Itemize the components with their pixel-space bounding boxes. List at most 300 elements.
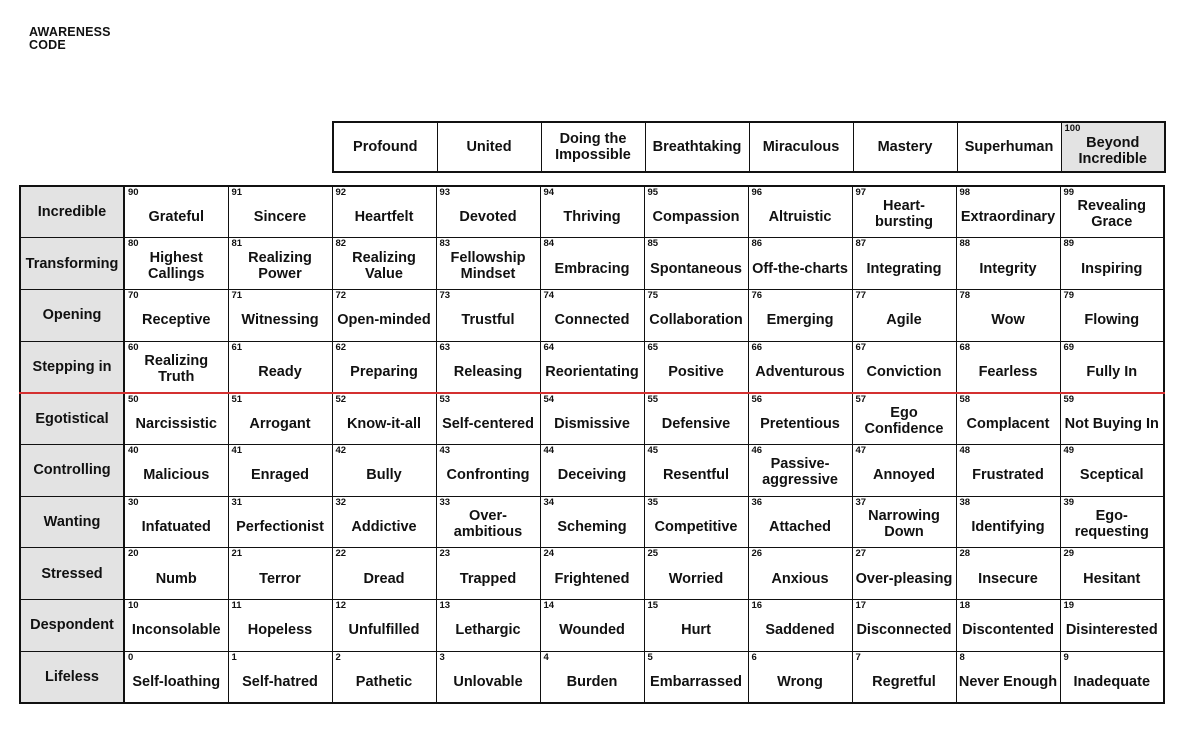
cell-number: 3 bbox=[439, 651, 445, 663]
cell-number: 81 bbox=[231, 238, 243, 250]
cell-number: 39 bbox=[1063, 496, 1075, 508]
cell-number: 98 bbox=[959, 187, 971, 198]
cell-number: 8 bbox=[959, 651, 965, 663]
grid-cell bbox=[956, 186, 1060, 238]
table-row bbox=[20, 341, 1164, 393]
grid-cell bbox=[644, 548, 748, 600]
grid-cell bbox=[332, 238, 436, 290]
cell-label: Self-loathing bbox=[132, 673, 221, 690]
cell-label: Perfectionist bbox=[236, 518, 324, 535]
cell-label: Enraged bbox=[250, 467, 309, 484]
cell-number: 36 bbox=[751, 496, 763, 508]
row-label: Lifeless bbox=[20, 651, 124, 703]
cell-label: Open-minded bbox=[337, 312, 431, 329]
cell-number: 70 bbox=[128, 289, 139, 301]
cell-label: Emerging bbox=[766, 312, 834, 329]
grid-cell bbox=[332, 600, 436, 652]
cell-number: 28 bbox=[959, 548, 971, 560]
cell-number: 40 bbox=[128, 444, 139, 456]
cell-number: 99 bbox=[1063, 187, 1075, 198]
grid-cell bbox=[332, 651, 436, 703]
cell-number: 44 bbox=[543, 444, 555, 456]
cell-label: Integrating bbox=[866, 260, 942, 277]
cell-label: Hurt bbox=[681, 622, 711, 639]
grid-cell bbox=[1060, 186, 1164, 238]
grid-cell bbox=[228, 548, 332, 600]
grid-cell bbox=[644, 393, 748, 445]
grid-cell bbox=[852, 496, 956, 548]
grid-cell bbox=[1060, 496, 1164, 548]
column-header: Profound bbox=[333, 122, 437, 172]
table-row bbox=[20, 289, 1164, 341]
grid-cell bbox=[1060, 289, 1164, 341]
cell-number: 74 bbox=[543, 289, 555, 301]
cell-label: Ego Confidence bbox=[864, 404, 944, 437]
cell-number: 47 bbox=[855, 444, 867, 456]
grid-cell bbox=[228, 496, 332, 548]
cell-number: 24 bbox=[543, 548, 555, 560]
cell-label: Positive bbox=[668, 363, 724, 380]
cell-label: Defensive bbox=[661, 415, 731, 432]
grid-cell bbox=[540, 289, 644, 341]
grid-cell bbox=[1060, 600, 1164, 652]
cell-label: Wounded bbox=[559, 622, 625, 639]
grid-cell bbox=[748, 496, 852, 548]
grid-cell bbox=[644, 496, 748, 548]
cell-label: Inadequate bbox=[1073, 673, 1151, 690]
cell-number: 33 bbox=[439, 496, 451, 508]
grid-cell bbox=[644, 289, 748, 341]
cell-label: Unfulfilled bbox=[348, 622, 420, 639]
grid-cell bbox=[540, 600, 644, 652]
grid-cell bbox=[748, 548, 852, 600]
grid-cell bbox=[228, 289, 332, 341]
cell-label: Terror bbox=[259, 570, 301, 587]
cell-number: 25 bbox=[647, 548, 659, 560]
cell-label: Anxious bbox=[771, 570, 829, 587]
cell-label: Infatuated bbox=[141, 518, 211, 535]
cell-label: Unlovable bbox=[453, 673, 523, 690]
cell-number: 0 bbox=[128, 651, 134, 663]
row-label: Despondent bbox=[20, 600, 124, 652]
cell-number: 31 bbox=[231, 496, 243, 508]
cell-number: 67 bbox=[855, 341, 867, 353]
brand-line-2: CODE bbox=[29, 38, 66, 52]
column-header-beyond-incredible: 100 Beyond Incredible bbox=[1061, 122, 1165, 172]
cell-number: 80 bbox=[128, 238, 139, 250]
table-row bbox=[20, 548, 1164, 600]
cell-label: Off-the-charts bbox=[752, 260, 848, 277]
cell-number: 93 bbox=[439, 187, 451, 198]
cell-label: Regretful bbox=[872, 673, 936, 690]
cell-number: 75 bbox=[647, 289, 659, 301]
grid-cell bbox=[228, 600, 332, 652]
grid-cell bbox=[852, 548, 956, 600]
grid-cell bbox=[852, 238, 956, 290]
grid-cell bbox=[540, 444, 644, 496]
cell-label: Revealing Grace bbox=[1077, 198, 1146, 231]
cell-number: 59 bbox=[1063, 393, 1075, 405]
cell-number: 69 bbox=[1063, 341, 1075, 353]
cell-label: Malicious bbox=[143, 467, 210, 484]
cell-number: 63 bbox=[439, 341, 451, 353]
cell-number: 87 bbox=[855, 238, 867, 250]
cell-label: Embracing bbox=[554, 260, 630, 277]
cell-number: 22 bbox=[335, 548, 347, 560]
column-header: Superhuman bbox=[957, 122, 1061, 172]
grid-cell bbox=[748, 600, 852, 652]
table-row bbox=[20, 238, 1164, 290]
grid-cell bbox=[228, 341, 332, 393]
grid-cell bbox=[748, 238, 852, 290]
grid-cell bbox=[436, 444, 540, 496]
cell-label: Grateful bbox=[148, 209, 205, 226]
cell-label: Dismissive bbox=[554, 415, 630, 432]
cell-number: 95 bbox=[647, 187, 659, 198]
grid-cell bbox=[540, 651, 644, 703]
grid-cell bbox=[748, 444, 852, 496]
grid-cell bbox=[852, 393, 956, 445]
cell-label: Releasing bbox=[453, 363, 523, 380]
table-row bbox=[20, 651, 1164, 703]
grid-cell bbox=[228, 238, 332, 290]
cell-label: Over- ambitious bbox=[453, 507, 523, 540]
cell-label: Identifying bbox=[971, 518, 1045, 535]
cell-number: 10 bbox=[128, 600, 139, 611]
cell-number: 16 bbox=[751, 600, 763, 611]
table-row bbox=[20, 444, 1164, 496]
cell-number: 68 bbox=[959, 341, 971, 353]
cell-number: 19 bbox=[1063, 600, 1075, 611]
cell-label: Know-it-all bbox=[346, 415, 422, 432]
grid-cell bbox=[124, 548, 228, 600]
grid-cell bbox=[748, 341, 852, 393]
cell-label: Thriving bbox=[563, 209, 621, 226]
cell-number: 84 bbox=[543, 238, 555, 250]
grid-cell bbox=[228, 651, 332, 703]
cell-label: Realizing Truth bbox=[144, 352, 209, 385]
cell-number: 62 bbox=[335, 341, 347, 353]
grid-cell bbox=[332, 496, 436, 548]
cell-number: 12 bbox=[335, 600, 347, 611]
cell-label: Dread bbox=[363, 570, 405, 587]
cell-number: 5 bbox=[647, 651, 653, 663]
grid-cell bbox=[852, 341, 956, 393]
grid-cell bbox=[748, 289, 852, 341]
grid-cell bbox=[956, 341, 1060, 393]
cell-label: Sceptical bbox=[1079, 467, 1144, 484]
cell-number: 2 bbox=[335, 651, 341, 663]
cell-label: Ready bbox=[258, 363, 302, 380]
table-row bbox=[20, 393, 1164, 445]
grid-cell bbox=[124, 186, 228, 238]
cell-number: 53 bbox=[439, 393, 451, 405]
cell-label: Self-centered bbox=[442, 415, 534, 432]
cell-number: 23 bbox=[439, 548, 451, 560]
cell-label: Agile bbox=[886, 312, 922, 329]
cell-label: Addictive bbox=[351, 518, 417, 535]
cell-number: 89 bbox=[1063, 238, 1075, 250]
cell-label: Annoyed bbox=[872, 467, 936, 484]
cell-label: Sincere bbox=[253, 209, 307, 226]
grid-cell bbox=[540, 393, 644, 445]
grid-cell bbox=[644, 444, 748, 496]
cell-label: Altruistic bbox=[768, 209, 832, 226]
cell-number: 1 bbox=[231, 651, 237, 663]
cell-label: Bully bbox=[366, 467, 402, 484]
cell-label: Over-pleasing bbox=[855, 570, 953, 587]
cell-label: Deceiving bbox=[557, 467, 627, 484]
cell-number: 50 bbox=[128, 393, 139, 405]
cell-number: 90 bbox=[128, 187, 139, 198]
cell-number: 20 bbox=[128, 548, 139, 560]
grid-cell bbox=[956, 289, 1060, 341]
row-label: Controlling bbox=[20, 444, 124, 496]
cell-label: Devoted bbox=[459, 209, 517, 226]
grid-cell bbox=[436, 238, 540, 290]
cell-label: Wow bbox=[991, 312, 1025, 329]
cell-label: Compassion bbox=[652, 209, 740, 226]
grid-cell bbox=[332, 444, 436, 496]
cell-label: Self-hatred bbox=[242, 673, 318, 690]
cell-number: 45 bbox=[647, 444, 659, 456]
cell-number: 60 bbox=[128, 341, 139, 353]
cell-label: Preparing bbox=[350, 363, 418, 380]
grid-cell bbox=[436, 651, 540, 703]
cell-number: 48 bbox=[959, 444, 971, 456]
cell-label: Discontented bbox=[962, 622, 1054, 639]
cell-label: Extraordinary bbox=[960, 209, 1056, 226]
cell-label: Highest Callings bbox=[148, 249, 205, 282]
grid-cell bbox=[956, 651, 1060, 703]
cell-number: 9 bbox=[1063, 651, 1069, 663]
grid-cell bbox=[124, 289, 228, 341]
row-label: Egotistical bbox=[20, 393, 124, 445]
cell-number: 7 bbox=[855, 651, 861, 663]
cell-number: 61 bbox=[231, 341, 243, 353]
cell-label: Fearless bbox=[978, 363, 1038, 380]
grid-cell bbox=[1060, 651, 1164, 703]
cell-number: 71 bbox=[231, 289, 243, 301]
cell-label: Pretentious bbox=[760, 415, 840, 432]
grid-cell bbox=[852, 186, 956, 238]
cell-label: Collaboration bbox=[649, 312, 743, 329]
cell-number: 30 bbox=[128, 496, 139, 508]
cell-label: Wrong bbox=[777, 673, 823, 690]
cell-number: 85 bbox=[647, 238, 659, 250]
cell-label: Integrity bbox=[979, 260, 1037, 277]
cell-number: 72 bbox=[335, 289, 347, 301]
cell-number: 56 bbox=[751, 393, 763, 405]
table-row bbox=[20, 496, 1164, 548]
cell-label: Saddened bbox=[765, 622, 835, 639]
grid-cell bbox=[436, 393, 540, 445]
cell-label: Realizing Power bbox=[248, 249, 312, 282]
cell-label: Inspiring bbox=[1081, 260, 1143, 277]
grid-cell bbox=[540, 341, 644, 393]
cell-label: Frightened bbox=[554, 570, 630, 587]
grid-cell bbox=[540, 238, 644, 290]
cell-number: 79 bbox=[1063, 289, 1075, 301]
cell-number: 57 bbox=[855, 393, 867, 405]
cell-number: 64 bbox=[543, 341, 555, 353]
row-label: Stressed bbox=[20, 548, 124, 600]
grid-cell bbox=[124, 238, 228, 290]
cell-number: 55 bbox=[647, 393, 659, 405]
row-label: Incredible bbox=[20, 186, 124, 238]
cell-number: 27 bbox=[855, 548, 867, 560]
cell-label: Complacent bbox=[966, 415, 1050, 432]
cell-number: 58 bbox=[959, 393, 971, 405]
cell-label: Hesitant bbox=[1083, 570, 1141, 587]
cell-number: 43 bbox=[439, 444, 451, 456]
grid-cell bbox=[124, 341, 228, 393]
grid-cell bbox=[124, 393, 228, 445]
cell-label: Not Buying In bbox=[1064, 415, 1159, 432]
cell-label: Never Enough bbox=[958, 673, 1058, 690]
cell-number: 26 bbox=[751, 548, 763, 560]
cell-label: Insecure bbox=[978, 570, 1038, 587]
grid-cell bbox=[436, 341, 540, 393]
grid-cell bbox=[436, 600, 540, 652]
column-header-row bbox=[333, 122, 1165, 172]
cell-number: 97 bbox=[855, 187, 867, 198]
cell-label: Heartfelt bbox=[354, 209, 414, 226]
grid-cell bbox=[956, 393, 1060, 445]
cell-label: Pathetic bbox=[355, 673, 413, 690]
grid-cell bbox=[436, 548, 540, 600]
cell-number: 73 bbox=[439, 289, 451, 301]
grid-cell bbox=[332, 186, 436, 238]
grid-cell bbox=[124, 496, 228, 548]
cell-number: 82 bbox=[335, 238, 347, 250]
cell-number: 78 bbox=[959, 289, 971, 301]
cell-label: Numb bbox=[155, 570, 197, 587]
table-row bbox=[20, 186, 1164, 238]
cell-label: Worried bbox=[668, 570, 724, 587]
grid-cell bbox=[644, 651, 748, 703]
row-label: Wanting bbox=[20, 496, 124, 548]
cell-number: 4 bbox=[543, 651, 549, 663]
cell-number: 37 bbox=[855, 496, 867, 508]
awareness-grid bbox=[19, 185, 1165, 704]
grid-cell bbox=[332, 548, 436, 600]
cell-label: Arrogant bbox=[249, 415, 311, 432]
grid-cell bbox=[644, 186, 748, 238]
grid-cell bbox=[436, 289, 540, 341]
grid-cell bbox=[1060, 393, 1164, 445]
cell-number: 14 bbox=[543, 600, 555, 611]
grid-cell bbox=[1060, 444, 1164, 496]
cell-number: 66 bbox=[751, 341, 763, 353]
cell-label: Trapped bbox=[459, 570, 517, 587]
cell-number: 18 bbox=[959, 600, 971, 611]
cell-label: Trustful bbox=[461, 312, 515, 329]
grid-cell bbox=[1060, 341, 1164, 393]
grid-cell bbox=[748, 393, 852, 445]
cell-label: Reorientating bbox=[545, 363, 639, 380]
grid-cell bbox=[436, 496, 540, 548]
cell-number: 21 bbox=[231, 548, 243, 560]
table-row bbox=[20, 600, 1164, 652]
cell-label: Confronting bbox=[446, 467, 530, 484]
cell-number: 91 bbox=[231, 187, 243, 198]
cell-label: Flowing bbox=[1084, 312, 1140, 329]
grid-cell bbox=[852, 444, 956, 496]
cell-number: 41 bbox=[231, 444, 243, 456]
grid-cell bbox=[852, 600, 956, 652]
cell-label: Attached bbox=[768, 518, 832, 535]
grid-cell bbox=[332, 393, 436, 445]
cell-number: 29 bbox=[1063, 548, 1075, 560]
grid-cell bbox=[956, 600, 1060, 652]
cell-number: 51 bbox=[231, 393, 243, 405]
cell-number: 13 bbox=[439, 600, 451, 611]
column-header-table bbox=[332, 121, 1166, 173]
cell-label: Passive- aggressive bbox=[762, 456, 838, 489]
cell-number: 49 bbox=[1063, 444, 1075, 456]
cell-number: 54 bbox=[543, 393, 555, 405]
column-header: Miraculous bbox=[749, 122, 853, 172]
grid-cell bbox=[124, 444, 228, 496]
grid-cell bbox=[124, 651, 228, 703]
column-header: Breathtaking bbox=[645, 122, 749, 172]
cell-number: 42 bbox=[335, 444, 347, 456]
grid-cell bbox=[748, 186, 852, 238]
cell-number: 35 bbox=[647, 496, 659, 508]
cell-number: 94 bbox=[543, 187, 555, 198]
grid-cell bbox=[956, 444, 1060, 496]
cell-label: Embarrassed bbox=[650, 673, 742, 690]
cell-label: Spontaneous bbox=[650, 260, 742, 277]
cell-label: Competitive bbox=[654, 518, 738, 535]
cell-label: Fully In bbox=[1086, 363, 1138, 380]
grid-cell bbox=[956, 238, 1060, 290]
cell-label: Receptive bbox=[141, 312, 211, 329]
cell-number: 86 bbox=[751, 238, 763, 250]
grid-cell bbox=[540, 496, 644, 548]
brand-logo bbox=[29, 26, 111, 52]
cell-number: 6 bbox=[751, 651, 757, 663]
cell-label: Burden bbox=[566, 673, 618, 690]
cell-label: Lethargic bbox=[455, 622, 521, 639]
cell-number: 17 bbox=[855, 600, 867, 611]
column-header: United bbox=[437, 122, 541, 172]
grid-cell bbox=[852, 651, 956, 703]
column-header: Doing the Impossible bbox=[541, 122, 645, 172]
column-header: Mastery bbox=[853, 122, 957, 172]
cell-number: 76 bbox=[751, 289, 763, 301]
cell-label: Disconnected bbox=[856, 622, 952, 639]
cell-label: Fellowship Mindset bbox=[450, 249, 526, 282]
grid-cell bbox=[332, 289, 436, 341]
cell-number: 92 bbox=[335, 187, 347, 198]
cell-label: Realizing Value bbox=[352, 249, 416, 282]
grid-cell bbox=[332, 341, 436, 393]
grid-cell bbox=[228, 393, 332, 445]
cell-label: Conviction bbox=[866, 363, 942, 380]
cell-label: Connected bbox=[554, 312, 630, 329]
cell-number: 34 bbox=[543, 496, 555, 508]
cell-number: 100 bbox=[1064, 123, 1081, 134]
grid-cell bbox=[852, 289, 956, 341]
grid-cell bbox=[644, 341, 748, 393]
cell-number: 32 bbox=[335, 496, 347, 508]
grid-cell bbox=[228, 186, 332, 238]
grid-cell bbox=[748, 651, 852, 703]
cell-label: Hopeless bbox=[247, 622, 313, 639]
cell-label: Inconsolable bbox=[131, 622, 221, 639]
